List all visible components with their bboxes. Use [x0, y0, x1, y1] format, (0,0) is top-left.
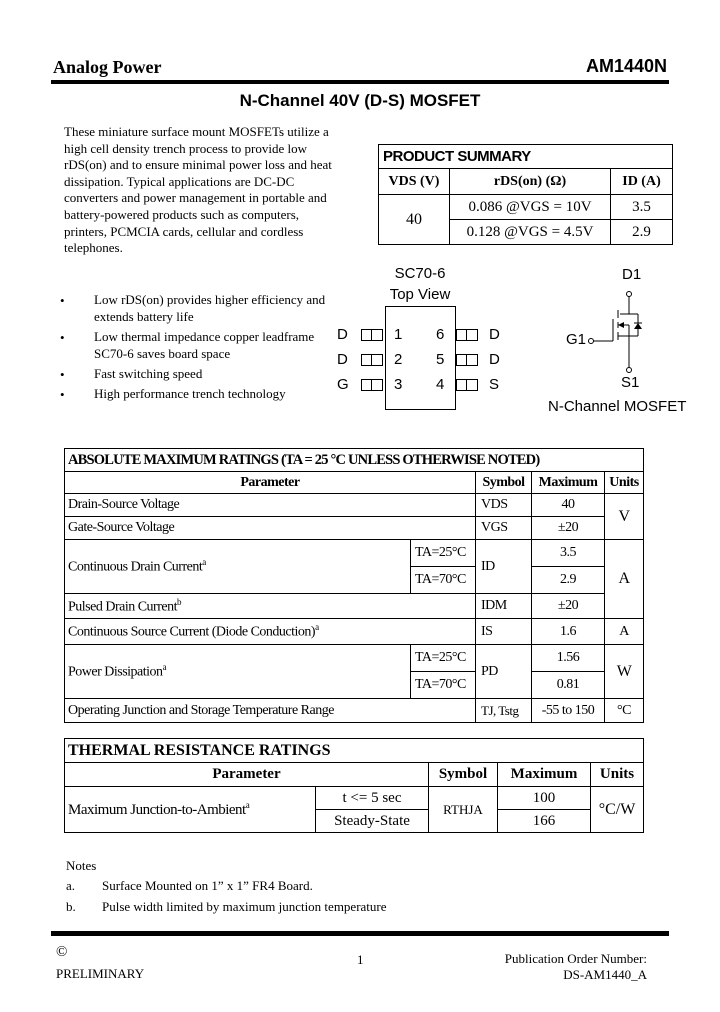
- feature-item: [94, 292, 334, 325]
- param-label: Drain-Source Voltage: [65, 494, 476, 517]
- abs-header-units: Units: [605, 472, 644, 494]
- param-condition: TA=70°C: [411, 672, 476, 699]
- pin-label: D: [337, 351, 348, 368]
- intro-line: high cell density trench process to provide low: [64, 140, 307, 156]
- pin-pad: [456, 354, 478, 366]
- param-label: [65, 619, 476, 645]
- pin-pad: [456, 329, 478, 341]
- param-unit: V: [605, 494, 644, 540]
- bullet-icon: •: [60, 330, 65, 345]
- pin-number: 5: [436, 351, 445, 368]
- thermal-header-maximum: Maximum: [498, 763, 591, 787]
- param-max: ±20: [532, 594, 605, 619]
- param-label: [65, 645, 411, 699]
- param-label-text: Continuous Drain Current: [68, 559, 203, 575]
- header-rule: [51, 80, 669, 84]
- pin-pad: [361, 379, 383, 391]
- pin-pad: [361, 354, 383, 366]
- pin-number: 4: [436, 376, 445, 393]
- feature-line: High performance trench technology: [94, 386, 286, 401]
- summary-rds-value: 0.086 @VGS = 10V: [450, 195, 611, 220]
- pin-number: 6: [436, 326, 445, 343]
- bullet-icon: •: [60, 387, 65, 402]
- param-unit: W: [605, 645, 644, 699]
- intro-paragraph: [64, 124, 354, 257]
- thermal-condition: t <= 5 sec: [316, 787, 429, 810]
- copyright-icon: ©: [56, 944, 68, 960]
- pin-number: 2: [394, 351, 403, 368]
- feature-line: extends battery life: [94, 308, 194, 324]
- abs-header-maximum: Maximum: [532, 472, 605, 494]
- param-max: 3.5: [532, 540, 605, 567]
- note-text: Surface Mounted on 1” x 1” FR4 Board.: [102, 878, 313, 893]
- param-max: ±20: [532, 517, 605, 540]
- summary-id-value: 3.5: [611, 195, 673, 220]
- feature-line: Fast switching speed: [94, 366, 203, 381]
- param-symbol: PD: [476, 645, 532, 699]
- param-max: 2.9: [532, 567, 605, 594]
- param-unit: A: [605, 619, 644, 645]
- footnote-ref: a: [202, 557, 206, 568]
- pin-label: D: [489, 351, 500, 368]
- note-text: Pulse width limited by maximum junction temperature: [102, 899, 387, 914]
- param-max: 1.6: [532, 619, 605, 645]
- param-label-text: Continuous Source Current (Diode Conduction): [68, 624, 316, 640]
- param-symbol: VGS: [476, 517, 532, 540]
- pin-pad: [361, 329, 383, 341]
- footnote-ref: a: [245, 800, 250, 810]
- param-condition: TA=25°C: [411, 645, 476, 672]
- feature-line: Low thermal impedance copper leadframe: [94, 329, 315, 344]
- summary-id-value: 2.9: [611, 220, 673, 245]
- param-symbol: TJ, Tstg: [476, 699, 532, 723]
- param-label-text: Power Dissipation: [68, 664, 163, 680]
- summary-header-rds: rDS(on) (Ω): [450, 169, 611, 195]
- pin-label: S: [489, 376, 500, 393]
- thermal-max: 100: [498, 787, 591, 810]
- notes-title: Notes: [66, 858, 97, 873]
- param-symbol: ID: [476, 540, 532, 594]
- company-name: Analog Power: [53, 57, 162, 77]
- feature-line: Low rDS(on) provides higher efficiency and: [94, 292, 326, 307]
- intro-line: printers, PCMCIA cards, cellular and cordless: [64, 223, 304, 239]
- page-number: 1: [357, 952, 364, 967]
- intro-line: dissipation. Typical applications are DC-DC: [64, 173, 295, 189]
- absolute-max-ratings-table: [64, 448, 644, 723]
- gate-label: G1: [566, 331, 587, 348]
- publication-label: Publication Order Number:: [504, 951, 647, 966]
- param-max: 0.81: [532, 672, 605, 699]
- thermal-unit: °C/W: [591, 787, 644, 833]
- param-label: Operating Junction and Storage Temperature Range: [65, 699, 476, 723]
- intro-line: rDS(on) and to ensure minimal power loss and heat: [64, 157, 332, 173]
- thermal-param-label: [65, 787, 316, 833]
- param-label: Gate-Source Voltage: [65, 517, 476, 540]
- feature-line: SC70-6 saves board space: [94, 345, 231, 361]
- feature-item: [94, 366, 334, 383]
- part-number: AM1440N: [585, 56, 667, 76]
- footnote-ref: b: [176, 596, 181, 607]
- abs-title: ABSOLUTE MAXIMUM RATINGS (TA = 25 °C UNLESS OTHERWISE NOTED): [65, 449, 644, 472]
- summary-header-vds: VDS (V): [379, 169, 450, 195]
- note-key: b.: [66, 899, 76, 914]
- intro-line: telephones.: [64, 240, 123, 256]
- param-unit: °C: [605, 699, 644, 723]
- package-name: SC70-6: [394, 265, 446, 282]
- thermal-resistance-table: [64, 738, 644, 833]
- feature-item: [94, 329, 334, 362]
- intro-line: battery-powered products such as computers,: [64, 206, 300, 222]
- mosfet-symbol-icon: [580, 286, 660, 376]
- param-max: -55 to 150: [532, 699, 605, 723]
- pin-number: 3: [394, 376, 403, 393]
- pin-label: D: [489, 326, 500, 343]
- param-max: 1.56: [532, 645, 605, 672]
- param-unit: A: [605, 540, 644, 619]
- source-label: S1: [621, 374, 640, 391]
- pin-number: 1: [394, 326, 403, 343]
- param-condition: TA=70°C: [411, 567, 476, 594]
- param-label: [65, 540, 411, 594]
- thermal-condition: Steady-State: [316, 810, 429, 833]
- summary-vds-value: 40: [379, 195, 450, 245]
- thermal-symbol: RTHJA: [429, 787, 498, 833]
- abs-header-parameter: Parameter: [65, 472, 476, 494]
- abs-header-symbol: Symbol: [476, 472, 532, 494]
- bullet-icon: •: [60, 367, 65, 382]
- thermal-title: THERMAL RESISTANCE RATINGS: [65, 739, 644, 763]
- footnote-ref: a: [162, 662, 167, 673]
- summary-rds-value: 0.128 @VGS = 4.5V: [450, 220, 611, 245]
- drain-label: D1: [622, 266, 642, 283]
- document-title: N-Channel 40V (D-S) MOSFET: [239, 91, 481, 110]
- note-key: a.: [66, 878, 76, 893]
- pin-pad: [456, 379, 478, 391]
- param-symbol: IS: [476, 619, 532, 645]
- thermal-max: 166: [498, 810, 591, 833]
- package-view: Top View: [389, 286, 451, 303]
- thermal-label-text: Maximum Junction-to-Ambient: [68, 802, 246, 818]
- intro-line: These miniature surface mount MOSFETs utilize a: [64, 124, 329, 139]
- thermal-header-parameter: Parameter: [65, 763, 429, 787]
- footer-rule: [51, 931, 669, 936]
- footnote-ref: a: [315, 622, 319, 633]
- thermal-header-symbol: Symbol: [429, 763, 498, 787]
- feature-item: [94, 386, 334, 403]
- pin-label: D: [337, 326, 348, 343]
- summary-title: PRODUCT SUMMARY: [379, 145, 673, 169]
- summary-header-id: ID (A): [611, 169, 673, 195]
- param-max: 40: [532, 494, 605, 517]
- footer-status: PRELIMINARY: [56, 966, 145, 981]
- thermal-header-units: Units: [591, 763, 644, 787]
- publication-number: DS-AM1440_A: [563, 967, 647, 982]
- pin-label: G: [337, 376, 349, 393]
- intro-line: converters and power management in portable and: [64, 190, 327, 206]
- param-condition: TA=25°C: [411, 540, 476, 567]
- symbol-caption: N-Channel MOSFET: [548, 398, 687, 415]
- product-summary-table: [378, 144, 673, 245]
- param-label-text: Pulsed Drain Current: [68, 599, 177, 615]
- param-label: [65, 594, 476, 619]
- param-symbol: VDS: [476, 494, 532, 517]
- bullet-icon: •: [60, 293, 65, 308]
- param-symbol: IDM: [476, 594, 532, 619]
